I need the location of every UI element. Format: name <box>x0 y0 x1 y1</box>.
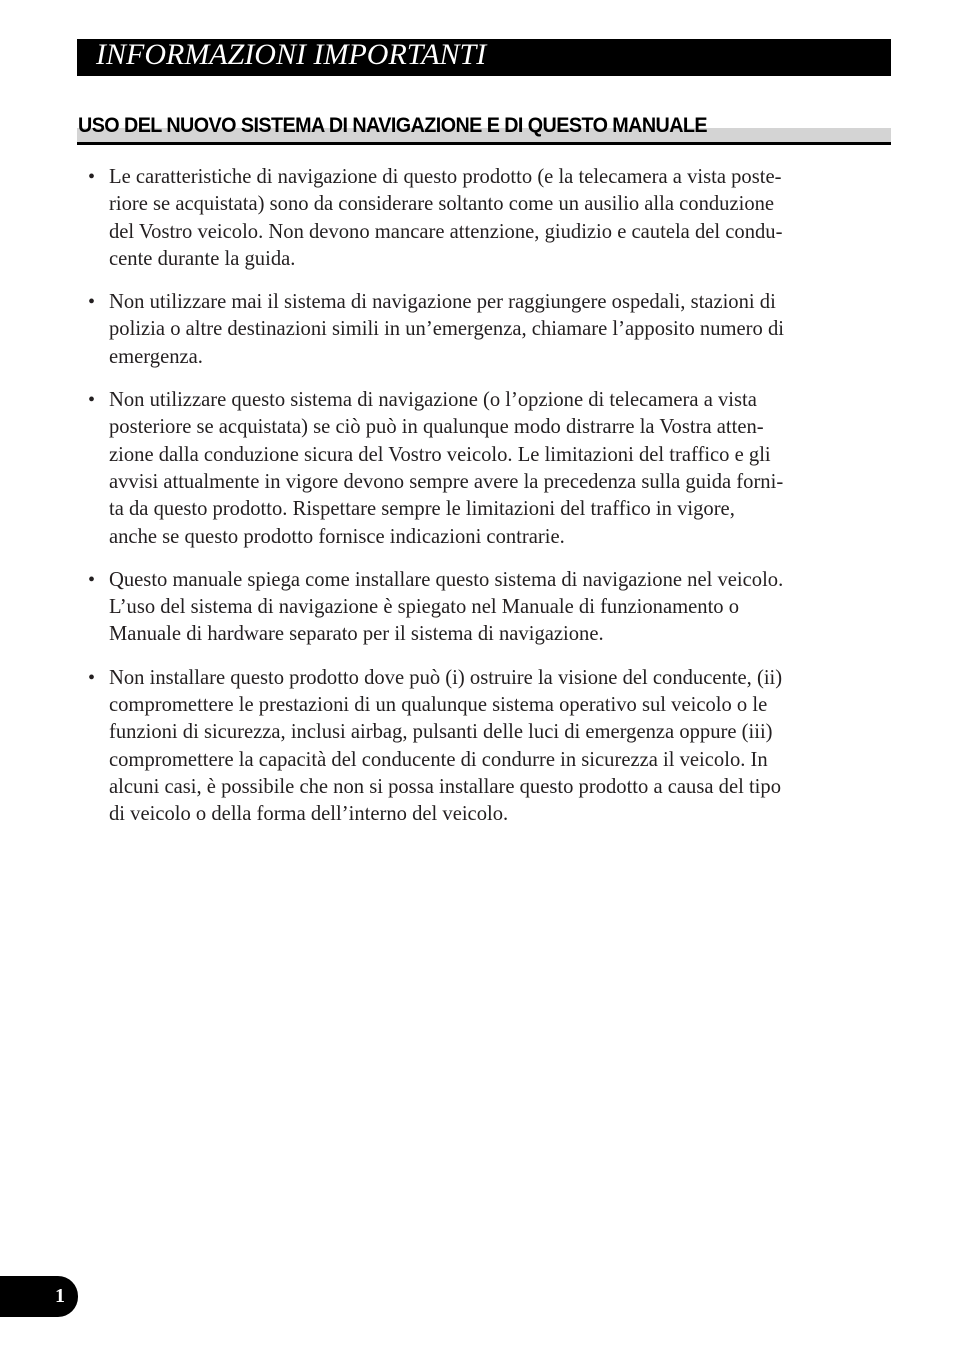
section-heading-text: USO DEL NUOVO SISTEMA DI NAVIGAZIONE E DI QUESTO MANUALE <box>78 114 708 137</box>
bullet-line: del Vostro veicolo. Non devono mancare attenzione, giudizio e cautela del condu- <box>109 220 783 243</box>
bullet-line: Non installare questo prodotto dove può (i) ostruire la visione del conducente, (ii) <box>109 666 783 689</box>
bullet-line: cente durante la guida. <box>109 247 296 270</box>
bullet-item <box>88 665 863 829</box>
bullet-line: ta da questo prodotto. Rispettare sempre le limitazioni del traffico in vigore, <box>109 498 735 521</box>
bullet-line: posteriore se acquistata) se ciò può in qualunque modo distrarre la Vostra atten- <box>109 416 764 439</box>
bullet-dot-icon: • <box>88 166 96 188</box>
bullet-dot-icon: • <box>88 666 96 689</box>
bullet-dot-icon: • <box>88 568 96 591</box>
bullet-dot-icon: • <box>88 389 96 412</box>
bullet-line: compromettere la capacità del conducente di condurre in sicurezza il veicolo. In <box>109 748 768 771</box>
bullet-line: di veicolo o della forma dell’interno del veicolo. <box>109 803 509 826</box>
bullet-line: Non utilizzare questo sistema di navigazione (o l’opzione di telecamera a vista <box>109 389 757 412</box>
bullet-line: compromettere le prestazioni di un qualunque sistema operativo sul veicolo o le <box>109 694 768 717</box>
bullet-item <box>88 567 863 649</box>
bullet-line: zione dalla conduzione sicura del Vostro veicolo. Le limitazioni del traffico e gli <box>109 443 771 466</box>
bullet-item <box>88 289 863 371</box>
bullet-line: emergenza. <box>109 345 203 368</box>
bullet-line: Le caratteristiche di navigazione di questo prodotto (e la telecamera a vista poste- <box>109 166 782 188</box>
bullet-line: riore se acquistata) sono da considerare soltanto come un ausilio alla conduzione <box>109 193 775 216</box>
bullet-line: avvisi attualmente in vigore devono sempre avere la precedenza sulla guida forni- <box>109 470 784 493</box>
bullet-line: Non utilizzare mai il sistema di navigazione per raggiungere ospedali, stazioni di <box>109 291 776 314</box>
bullet-line: polizia o altre destinazioni simili in un’emergenza, chiamare l’apposito numero di <box>109 318 784 341</box>
bullet-line: Manuale di hardware separato per il sistema di navigazione. <box>109 623 604 646</box>
bullet-dot-icon: • <box>88 291 96 314</box>
bullet-line: alcuni casi, è possibile che non si possa installare questo prodotto a causa del tipo <box>109 775 781 798</box>
page-number-tab <box>0 1276 78 1317</box>
chapter-title: INFORMAZIONI IMPORTANTI <box>96 38 487 71</box>
chapter-title-bar <box>77 39 891 76</box>
section-heading <box>77 112 891 147</box>
section-heading-rule <box>77 142 891 145</box>
bullet-list <box>88 164 863 845</box>
bullet-item <box>88 164 863 273</box>
bullet-line: funzioni di sicurezza, inclusi airbag, pulsanti delle luci di emergenza oppure (iii) <box>109 721 773 744</box>
bullet-line: anche se questo prodotto fornisce indicazioni contrarie. <box>109 525 565 548</box>
page-number: 1 <box>55 1285 65 1307</box>
bullet-line: Questo manuale spiega come installare questo sistema di navigazione nel veicolo. <box>109 568 784 591</box>
bullet-item <box>88 387 863 551</box>
bullet-line: L’uso del sistema di navigazione è spiegato nel Manuale di funzionamento o <box>109 596 740 619</box>
